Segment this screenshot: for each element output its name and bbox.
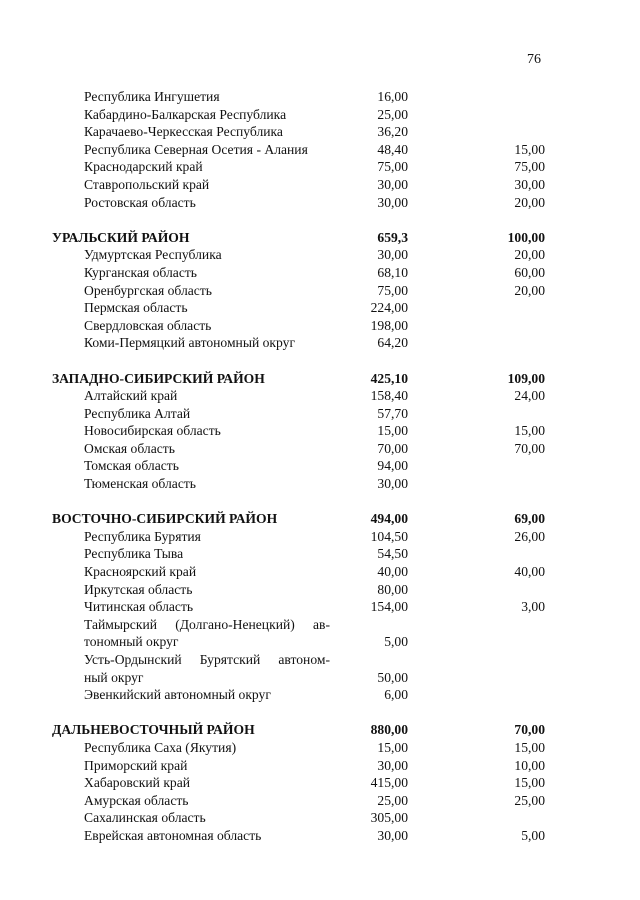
region-header-row — [0, 229, 640, 247]
subject-name: Республика Саха (Якутия) — [84, 739, 237, 755]
table-row — [0, 475, 640, 493]
value-column-2: 100,00 — [507, 229, 545, 245]
subject-name: Алтайский край — [84, 388, 178, 404]
region-header-row — [0, 510, 640, 528]
value-column-2: 70,00 — [514, 722, 545, 738]
section-spacer — [0, 704, 640, 722]
value-column-2: 20,00 — [514, 247, 545, 263]
table-row — [0, 176, 640, 194]
subject-name: Республика Тыва — [84, 546, 184, 562]
subject-name: Удмуртская Республика — [84, 247, 222, 263]
subject-name: Амурская область — [84, 792, 189, 808]
table-row — [0, 387, 640, 405]
value-column-2: 60,00 — [514, 264, 545, 280]
subject-name: Эвенкийский автономный округ — [84, 687, 271, 703]
value-column-1: 25,00 — [377, 106, 408, 122]
subject-name: Еврейская автономная область — [84, 827, 262, 843]
value-column-1: 75,00 — [377, 159, 408, 175]
table-row — [0, 158, 640, 176]
subject-name: Оренбургская область — [84, 282, 212, 298]
value-column-1: 40,00 — [377, 564, 408, 580]
subject-name: Приморский край — [84, 757, 188, 773]
value-column-1: 104,50 — [370, 528, 408, 544]
table-row — [0, 457, 640, 475]
value-column-1: 30,00 — [377, 757, 408, 773]
subject-name: Курганская область — [84, 264, 198, 280]
table-row — [0, 686, 640, 704]
table-row — [0, 440, 640, 458]
value-column-2: 40,00 — [514, 564, 545, 580]
subject-name: ный округ — [84, 669, 144, 685]
section-spacer — [0, 352, 640, 370]
region-header-row — [0, 370, 640, 388]
subject-name: Читинская область — [84, 599, 194, 615]
value-column-2: 69,00 — [514, 511, 545, 527]
table-row — [0, 757, 640, 775]
value-column-2: 30,00 — [514, 176, 545, 192]
value-column-1: 25,00 — [377, 792, 408, 808]
value-column-1: 16,00 — [377, 89, 408, 104]
value-column-1: 48,40 — [377, 141, 408, 157]
value-column-1: 224,00 — [370, 300, 408, 316]
value-column-1: 425,10 — [370, 370, 408, 386]
table-row — [0, 616, 640, 634]
value-column-1: 305,00 — [370, 810, 408, 826]
value-column-2: 20,00 — [514, 194, 545, 210]
section-spacer — [0, 211, 640, 229]
value-column-1: 198,00 — [370, 317, 408, 333]
subject-name: Республика Северная Осетия - Алания — [84, 141, 308, 157]
subject-name: Тюменская область — [84, 476, 196, 492]
value-column-2: 25,00 — [514, 792, 545, 808]
subject-name: Республика Бурятия — [84, 528, 201, 544]
value-column-1: 50,00 — [377, 669, 408, 685]
value-column-2: 10,00 — [514, 757, 545, 773]
value-column-1: 70,00 — [377, 440, 408, 456]
subject-name: Хабаровский край — [84, 775, 191, 791]
subject-name: Сахалинская область — [84, 810, 206, 826]
value-column-2: 15,00 — [514, 423, 545, 439]
region-name: ДАЛЬНЕВОСТОЧНЫЙ РАЙОН — [52, 722, 255, 738]
table-row — [0, 633, 640, 651]
value-column-1: 5,00 — [384, 634, 408, 650]
subject-name: Пермская область — [84, 300, 188, 316]
value-column-1: 494,00 — [370, 511, 408, 527]
value-column-1: 68,10 — [377, 264, 408, 280]
value-column-1: 30,00 — [377, 176, 408, 192]
value-column-2: 20,00 — [514, 282, 545, 298]
subject-name: тономный округ — [84, 634, 179, 650]
table-row — [0, 317, 640, 335]
value-column-1: 415,00 — [370, 775, 408, 791]
value-column-2: 26,00 — [514, 528, 545, 544]
value-column-1: 94,00 — [377, 458, 408, 474]
value-column-1: 64,20 — [377, 335, 408, 351]
subject-name: Свердловская область — [84, 317, 212, 333]
value-column-1: 30,00 — [377, 247, 408, 263]
table-row — [0, 545, 640, 563]
value-column-1: 158,40 — [370, 388, 408, 404]
table-row — [0, 141, 640, 159]
table-row — [0, 123, 640, 141]
value-column-2: 70,00 — [514, 440, 545, 456]
value-column-1: 15,00 — [377, 423, 408, 439]
subject-name: Томская область — [84, 458, 179, 474]
value-column-1: 15,00 — [377, 739, 408, 755]
table-row — [0, 598, 640, 616]
value-column-1: 75,00 — [377, 282, 408, 298]
value-column-1: 80,00 — [377, 581, 408, 597]
subject-name: Краснодарский край — [84, 159, 203, 175]
value-column-1: 30,00 — [377, 476, 408, 492]
table-row — [0, 88, 640, 106]
table-row — [0, 422, 640, 440]
value-column-1: 154,00 — [370, 599, 408, 615]
value-column-2: 5,00 — [521, 827, 545, 843]
subject-name: Республика Ингушетия — [84, 89, 220, 104]
value-column-2: 109,00 — [507, 370, 545, 386]
section-spacer — [0, 493, 640, 511]
subject-name: Коми-Пермяцкий автономный округ — [84, 335, 296, 351]
value-column-2: 75,00 — [514, 159, 545, 175]
value-column-1: 880,00 — [370, 722, 408, 738]
region-name: УРАЛЬСКИЙ РАЙОН — [52, 229, 190, 245]
value-column-1: 36,20 — [377, 124, 408, 140]
subject-name: Омская область — [84, 440, 175, 456]
value-column-2: 24,00 — [514, 388, 545, 404]
value-column-1: 54,50 — [377, 546, 408, 562]
regions-table — [0, 88, 640, 845]
subject-name: Ставропольский край — [84, 176, 210, 192]
table-row — [0, 563, 640, 581]
table-row — [0, 282, 640, 300]
table-row — [0, 264, 640, 282]
table-row — [0, 581, 640, 599]
value-column-1: 30,00 — [377, 194, 408, 210]
table-row — [0, 528, 640, 546]
table-row — [0, 405, 640, 423]
region-name: ЗАПАДНО-СИБИРСКИЙ РАЙОН — [52, 370, 265, 386]
value-column-1: 659,3 — [377, 229, 408, 245]
region-header-row — [0, 721, 640, 739]
value-column-2: 3,00 — [521, 599, 545, 615]
table-row — [0, 194, 640, 212]
region-name: ВОСТОЧНО-СИБИРСКИЙ РАЙОН — [52, 511, 278, 527]
table-row — [0, 106, 640, 124]
table-row — [0, 739, 640, 757]
page-number: 76 — [527, 52, 541, 67]
value-column-2: 15,00 — [514, 775, 545, 791]
table-row — [0, 334, 640, 352]
subject-name: Таймырский (Долгано-Ненецкий) ав- — [84, 616, 330, 632]
value-column-1: 57,70 — [377, 405, 408, 421]
table-row — [0, 827, 640, 845]
subject-name: Карачаево-Черкесская Республика — [84, 124, 283, 140]
value-column-1: 6,00 — [384, 687, 408, 703]
table-row — [0, 651, 640, 669]
table-row — [0, 792, 640, 810]
subject-name: Новосибирская область — [84, 423, 221, 439]
table-row — [0, 809, 640, 827]
value-column-2: 15,00 — [514, 141, 545, 157]
value-column-1: 30,00 — [377, 827, 408, 843]
table-row — [0, 246, 640, 264]
table-row — [0, 299, 640, 317]
table-row — [0, 669, 640, 687]
subject-name: Усть-Ордынский Бурятский автоном- — [84, 652, 330, 667]
subject-name: Республика Алтай — [84, 405, 191, 421]
table-row — [0, 774, 640, 792]
subject-name: Кабардино-Балкарская Республика — [84, 106, 287, 122]
subject-name: Иркутская область — [84, 581, 193, 597]
subject-name: Красноярский край — [84, 564, 197, 580]
value-column-2: 15,00 — [514, 739, 545, 755]
subject-name: Ростовская область — [84, 194, 196, 210]
